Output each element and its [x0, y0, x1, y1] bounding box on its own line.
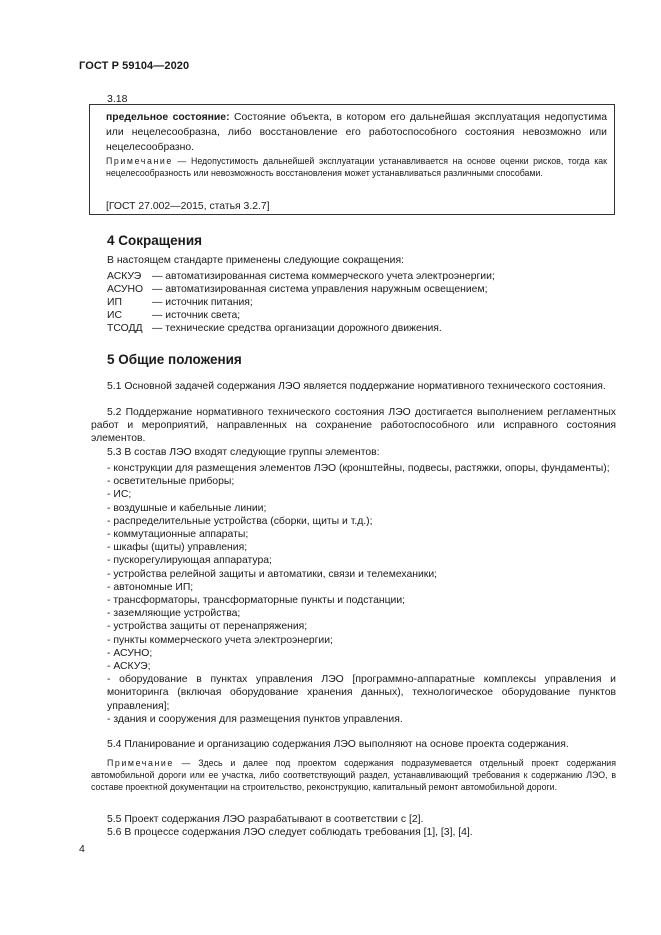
- paragraph-text: 5.2 Поддержание нормативного технического состояния ЛЭО достигается выполнением регламентных работ и мероприятий, направленных на сохранение работоспособного или исправного состояния элементов.: [91, 407, 616, 445]
- term-note-text: — Недопустимость дальнейшей эксплуатации устанавливается на основе оценки рисков, тогда как нецелесообразность или невозможность восстановления может устанавливаться различными способами.: [106, 156, 607, 178]
- term-reference: [ГОСТ 27.002—2015, статья 3.2.7]: [106, 201, 270, 212]
- page-number: 4: [79, 843, 85, 855]
- list-item: - коммутационные аппараты;: [107, 529, 249, 541]
- term-number: 3.18: [107, 93, 128, 105]
- list-item: - АСУНО;: [107, 647, 153, 659]
- list-item: - ИС;: [107, 489, 132, 501]
- abbreviation-text: — источник света;: [152, 310, 241, 321]
- abbreviation-row: [107, 322, 442, 335]
- paragraph-text: 5.5 Проект содержания ЛЭО разрабатывают в соответствии с [2].: [107, 814, 424, 825]
- section-4-intro: В настоящем стандарте применены следующие сокращения:: [107, 255, 404, 266]
- element-group-list: [107, 462, 616, 726]
- term-name: предельное состояние:: [106, 112, 230, 123]
- list-item: - конструкции для размещения элементов ЛЭО (кронштейны, подвесы, растяжки, опоры, фундаменты);: [107, 463, 610, 474]
- abbreviation-code: ИП: [107, 297, 122, 308]
- abbreviation-row: [107, 283, 487, 296]
- section-4-title: 4 Сокращения: [107, 233, 202, 248]
- paragraph-text: 5.4 Планирование и организацию содержания ЛЭО выполняют на основе проекта содержания.: [107, 739, 569, 750]
- paragraph-5-2: [91, 406, 616, 446]
- paragraph-5-6: [91, 826, 616, 839]
- list-item: - шкафы (щиты) управления;: [107, 542, 248, 554]
- abbreviation-code: ТСОДД: [107, 323, 143, 334]
- term-note: [106, 155, 607, 179]
- abbreviation-row: [107, 296, 253, 309]
- abbreviation-row: [107, 309, 240, 322]
- list-item: - автономные ИП;: [107, 581, 194, 593]
- list-item: - АСКУЭ;: [107, 661, 151, 673]
- section-5-note: [91, 757, 616, 793]
- abbreviation-text: — технические средства организации дорожного движения.: [152, 323, 442, 334]
- list-item: - пускорегулирующая аппаратура;: [107, 555, 272, 567]
- paragraph-5-5: [91, 813, 616, 826]
- list-item: - устройства защиты от перенапряжения;: [107, 621, 308, 633]
- paragraph-5-4: [91, 738, 616, 751]
- paragraph-5-3: [91, 446, 616, 459]
- list-item: - заземляющие устройства;: [107, 608, 241, 620]
- standard-header: ГОСТ Р 59104—2020: [79, 60, 190, 72]
- list-item: - воздушные и кабельные линии;: [107, 502, 267, 514]
- note-label: Примечание: [107, 758, 174, 768]
- paragraph-text: 5.1 Основной задачей содержания ЛЭО является поддержание нормативного технического состояния.: [107, 381, 606, 392]
- list-item: - трансформаторы, трансформаторные пункты и подстанции;: [107, 595, 406, 607]
- note-text: — Здесь и далее под проектом содержания подразумевается отдельный проект содержания автомобильной дороги или ее участка, либо соответствующий раздел, устанавливающий требования к содержанию ЛЭО, в составе проектной документации на строительство, реконструкцию, капитальный ремонт автомобильной дороги.: [91, 758, 616, 792]
- list-item: - пункты коммерческого учета электроэнергии;: [107, 634, 333, 646]
- term-note-label: Примечание: [106, 156, 173, 166]
- section-5-title: 5 Общие положения: [107, 352, 242, 367]
- abbreviation-text: — автоматизированная система коммерческого учета электроэнергии;: [152, 271, 495, 282]
- abbreviation-code: АСКУЭ: [107, 271, 142, 282]
- list-item: - устройства релейной защиты и автоматики, связи и телемеханики;: [107, 568, 438, 580]
- paragraph-text: 5.3 В состав ЛЭО входят следующие группы элементов:: [107, 447, 380, 458]
- abbreviation-code: АСУНО: [107, 284, 144, 295]
- abbreviation-row: [107, 270, 495, 283]
- abbreviation-text: — источник питания;: [152, 297, 253, 308]
- list-item: - здания и сооружения для размещения пунктов управления.: [107, 713, 403, 725]
- list-item: - распределительные устройства (сборки, щиты и т.д.);: [107, 515, 373, 527]
- term-definition: [106, 110, 607, 155]
- abbreviation-code: ИС: [107, 310, 122, 321]
- paragraph-text: 5.6 В процессе содержания ЛЭО следует соблюдать требования [1], [3], [4].: [107, 827, 473, 838]
- abbreviation-text: — автоматизированная система управления наружным освещением;: [152, 284, 488, 295]
- list-item: - оборудование в пунктах управления ЛЭО [программно-аппаратные комплексы управления и мониторинга (включая оборудование хранения данных), технологическое оборудование пунктов управления];: [107, 674, 616, 712]
- list-item: - осветительные приборы;: [107, 476, 235, 488]
- paragraph-5-1: [91, 380, 616, 393]
- term-definition-text: Состояние объекта, в котором его дальнейшая эксплуатация недопустима или нецелесообразна, либо восстановление его работоспособного состояния невозможно или нецелесообразно.: [106, 112, 607, 153]
